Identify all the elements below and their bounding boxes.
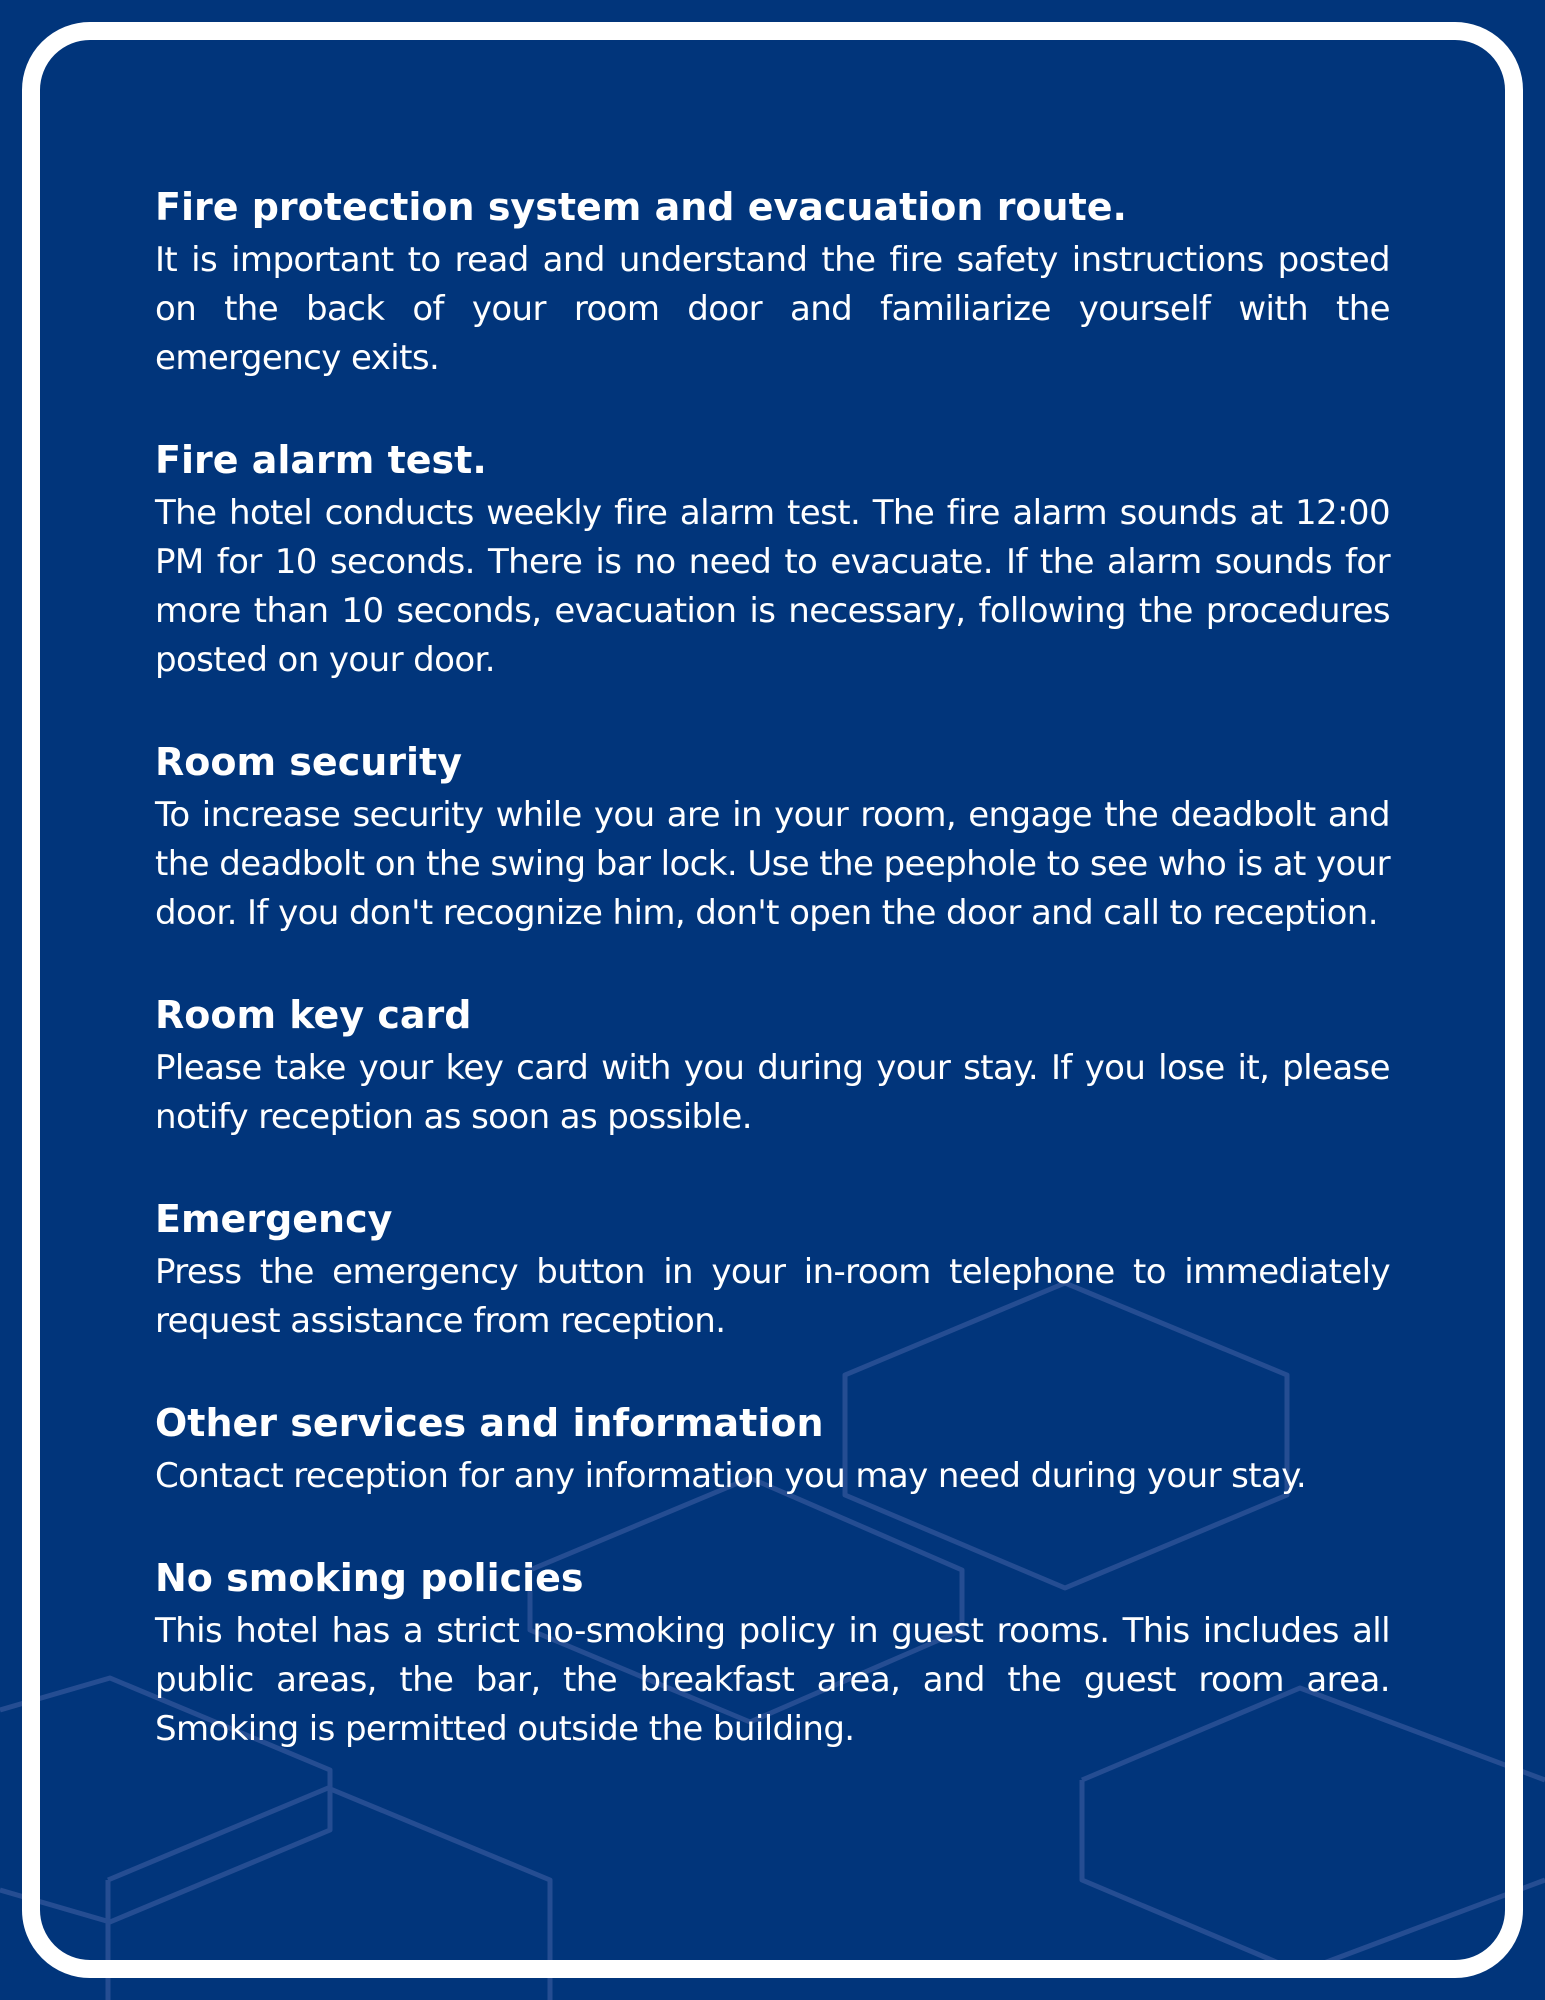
section-room-security bbox=[155, 737, 1390, 938]
section-body: It is important to read and understand the fire safety instructions posted on the back of your room door and familiarize yourself with the emergency exits. bbox=[155, 240, 1390, 378]
section-heading: Room key card bbox=[155, 993, 472, 1037]
section-body: Press the emergency button in your in-room telephone to immediately request assistance from reception. bbox=[155, 1252, 1390, 1341]
section-emergency bbox=[155, 1194, 1390, 1346]
section-room-key-card bbox=[155, 990, 1390, 1142]
section-body: This hotel has a strict no-smoking policy in guest rooms. This includes all public areas, the bar, the breakfast area, and the guest room area. Smoking is permitted outside the building. bbox=[155, 1611, 1390, 1749]
section-fire-alarm-test bbox=[155, 435, 1390, 685]
section-heading: Fire protection system and evacuation route. bbox=[155, 185, 1127, 229]
section-fire-protection bbox=[155, 182, 1390, 383]
section-heading: Other services and information bbox=[155, 1401, 824, 1445]
section-heading: No smoking policies bbox=[155, 1556, 584, 1600]
section-heading: Room security bbox=[155, 740, 462, 784]
section-body: Contact reception for any information you may need during your stay. bbox=[155, 1456, 1307, 1496]
section-body: The hotel conducts weekly fire alarm test. The fire alarm sounds at 12:00 PM for 10 seconds. There is no need to evacuate. If the alarm sounds for more than 10 seconds, evacuation is necessary, following the procedures posted on your door. bbox=[155, 493, 1390, 680]
section-heading: Emergency bbox=[155, 1197, 393, 1241]
section-body: To increase security while you are in your room, engage the deadbolt and the deadbolt on the swing bar lock. Use the peephole to see who is at your door. If you don't recognize him, don't open the door and call to reception. bbox=[155, 795, 1390, 933]
section-no-smoking bbox=[155, 1553, 1390, 1754]
hotel-information-content bbox=[155, 182, 1390, 1806]
section-heading: Fire alarm test. bbox=[155, 438, 487, 482]
section-other-services bbox=[155, 1398, 1390, 1501]
section-body: Please take your key card with you during your stay. If you lose it, please notify reception as soon as possible. bbox=[155, 1048, 1390, 1137]
